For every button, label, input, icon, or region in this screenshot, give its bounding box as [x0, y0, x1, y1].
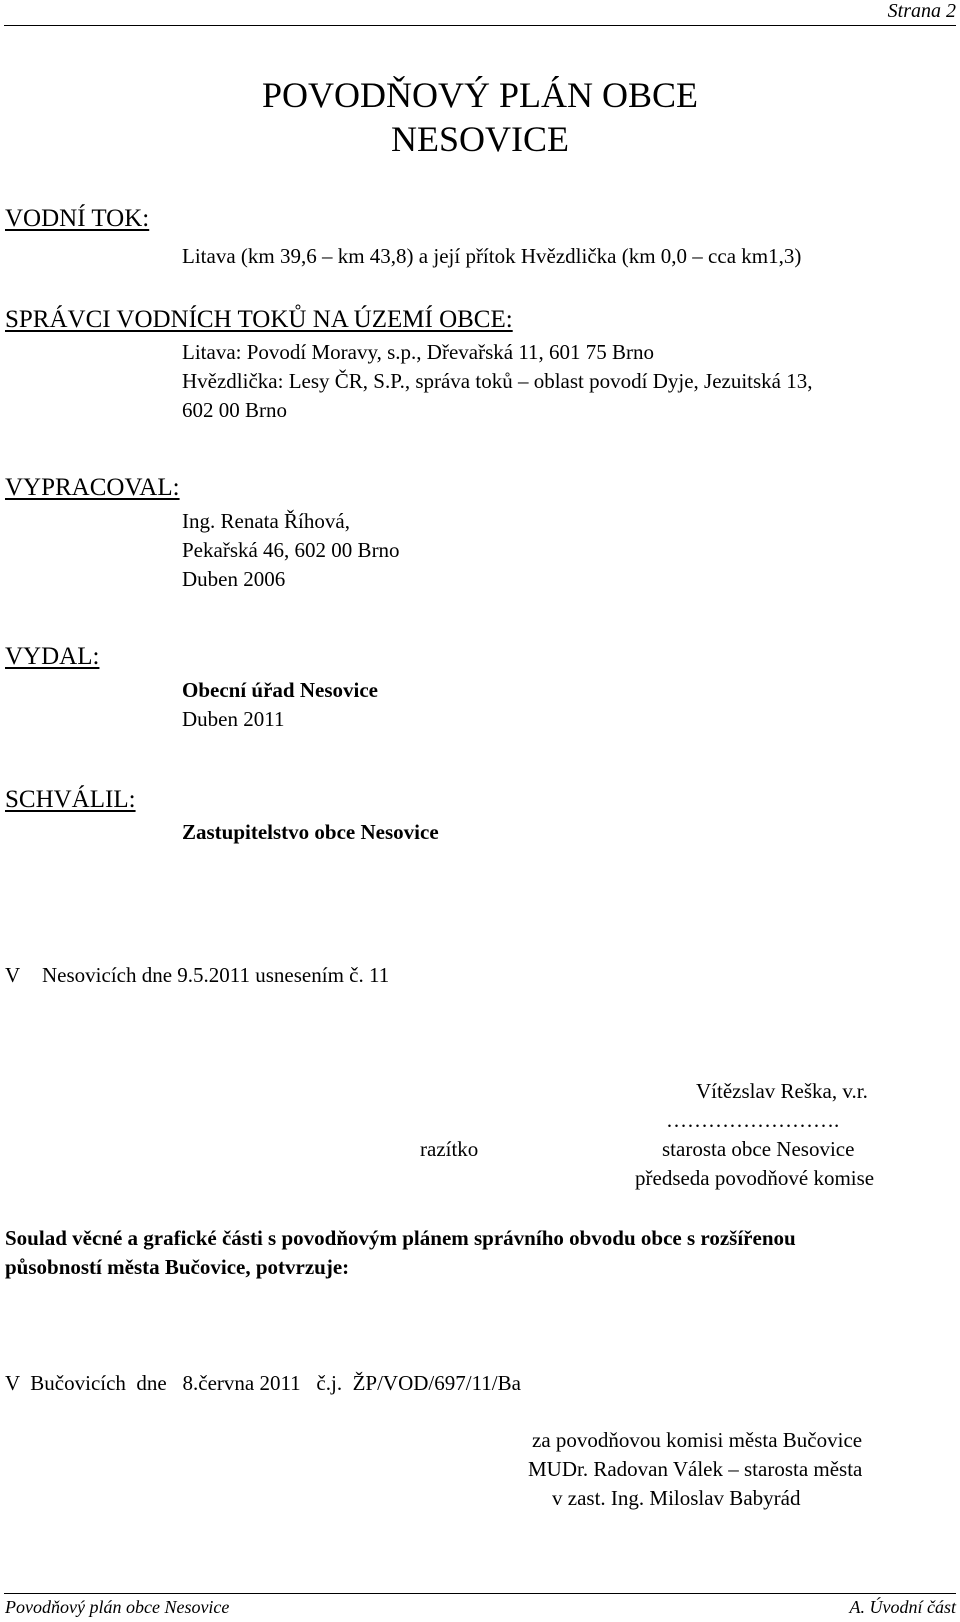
- commission-line-1: za povodňovou komisi města Bučovice: [532, 1428, 863, 1452]
- vypracoval-heading: VYPRACOVAL:: [5, 474, 180, 501]
- document-title: [0, 73, 960, 161]
- signatory-name: Vítězslav Reška, v.r.: [696, 1079, 868, 1103]
- vypracoval-line-2: Pekařská 46, 602 00 Brno: [182, 538, 400, 562]
- spravci-line-1: Litava: Povodí Moravy, s.p., Dřevařská 11, 601 75 Brno: [182, 340, 655, 364]
- spravci-heading: SPRÁVCI VODNÍCH TOKŮ NA ÚZEMÍ OBCE:: [5, 306, 513, 333]
- footer-left: Povodňový plán obce Nesovice: [5, 1597, 230, 1617]
- vodni-tok-heading: VODNÍ TOK:: [5, 205, 150, 232]
- vypracoval-line-1: Ing. Renata Říhová,: [182, 509, 350, 533]
- schvalil-line-1: Zastupitelstvo obce Nesovice: [182, 820, 439, 844]
- resolution-text: Nesovicích dne 9.5.2011 usnesením č. 11: [42, 963, 390, 987]
- commission-line-2: MUDr. Radovan Válek – starosta města: [528, 1457, 863, 1481]
- soulad-line-2: působností města Bučovice, potvrzuje:: [5, 1255, 350, 1279]
- spravci-line-2: Hvězdlička: Lesy ČR, S.P., správa toků – oblast povodí Dyje, Jezuitská 13,: [182, 369, 813, 393]
- page-number: Strana 2: [887, 0, 956, 22]
- vydal-heading: VYDAL:: [5, 643, 100, 670]
- title-line-2: NESOVICE: [391, 119, 569, 159]
- soulad-line-1: Soulad věcné a grafické části s povodňovým plánem správního obvodu obce s rozšířenou: [5, 1226, 796, 1250]
- schvalil-heading: SCHVÁLIL:: [5, 786, 136, 813]
- title-line-1: POVODŇOVÝ PLÁN OBCE: [261, 75, 699, 115]
- signature-dots: …………………….: [666, 1108, 840, 1132]
- bucovice-line: V Bučovicích dne 8.června 2011 č.j. ŽP/VOD/697/11/Ba: [5, 1371, 521, 1395]
- vydal-line-1: Obecní úřad Nesovice: [182, 678, 378, 702]
- commission-line-3: v zast. Ing. Miloslav Babyrád: [552, 1486, 801, 1510]
- signatory-role-1: starosta obce Nesovice: [662, 1137, 855, 1161]
- stamp-label: razítko: [420, 1137, 479, 1161]
- footer-right: A. Úvodní část: [849, 1597, 956, 1617]
- vodni-tok-text: Litava (km 39,6 – km 43,8) a její přítok Hvězdlička (km 0,0 – cca km1,3): [182, 244, 802, 268]
- vypracoval-line-3: Duben 2006: [182, 567, 286, 591]
- vydal-line-2: Duben 2011: [182, 707, 285, 731]
- signatory-role-2: předseda povodňové komise: [635, 1166, 875, 1190]
- footer-rule: [4, 1593, 956, 1594]
- resolution-prefix: V: [5, 963, 21, 987]
- header-rule: [4, 25, 956, 26]
- spravci-line-3: 602 00 Brno: [182, 398, 287, 422]
